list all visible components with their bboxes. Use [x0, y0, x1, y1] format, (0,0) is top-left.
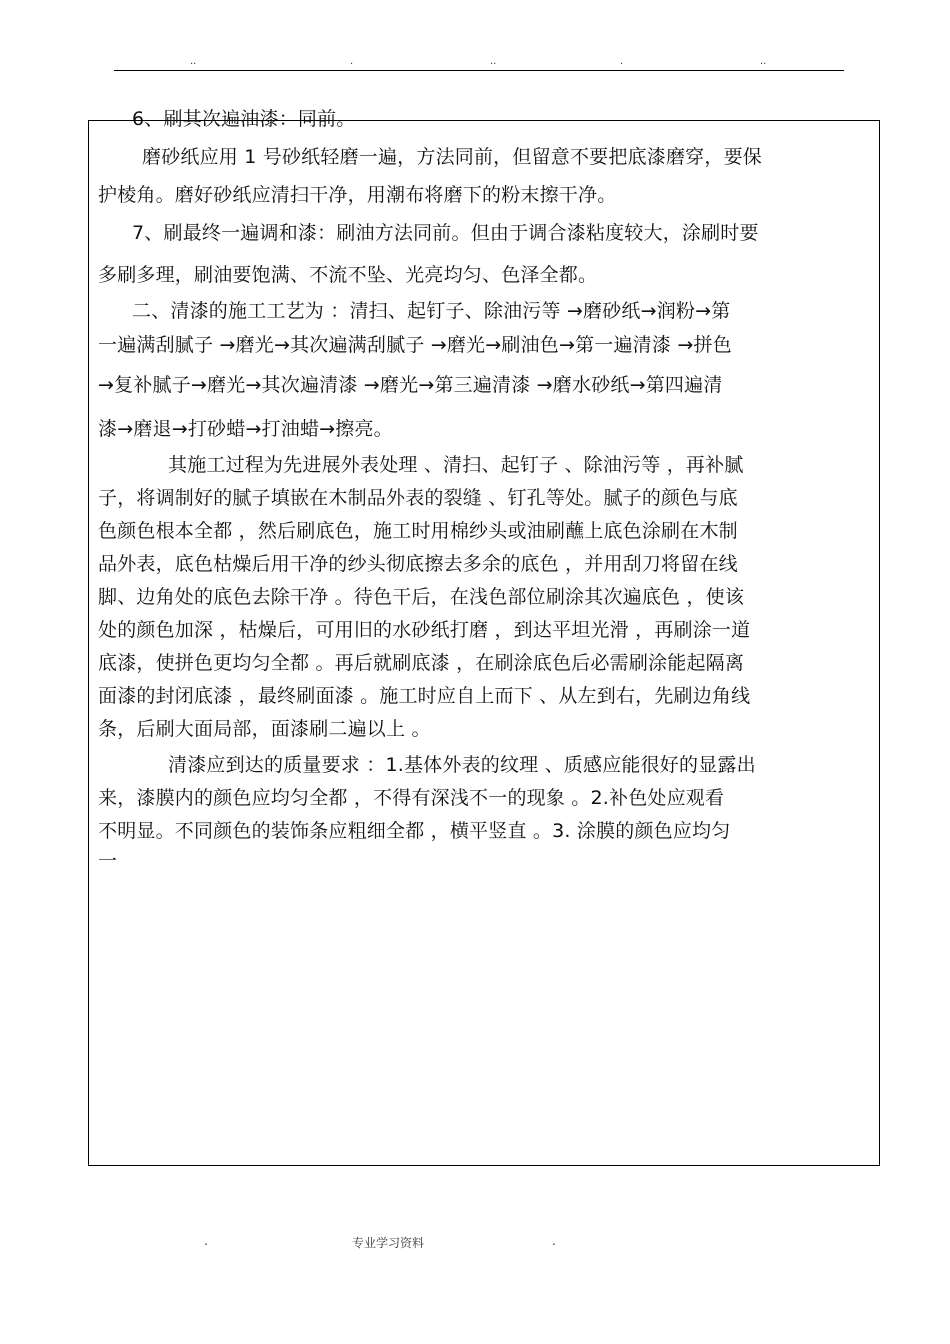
footer-mark-right: .: [552, 1234, 556, 1248]
paragraph-line: 子，将调制好的腻子填嵌在木制品外表的裂缝 、钉孔等处。腻子的颜色与底: [98, 487, 738, 509]
paragraph-line: 漆→磨退→打砂蜡→打油蜡→擦亮。: [98, 418, 393, 440]
footer-label: 专业学习资料: [352, 1236, 425, 1250]
footer-mark-left: .: [204, 1234, 208, 1248]
paragraph-line: 色颜色根本全都 ，然后刷底色，施工时用棉纱头或油刷蘸上底色涂刷在木制: [98, 520, 738, 542]
paragraph-line: 磨砂纸应用 1 号砂纸轻磨一遍，方法同前，但留意不要把底漆磨穿，要保: [142, 146, 762, 168]
header-mark: ..: [190, 56, 197, 67]
header-rule: [114, 70, 844, 71]
paragraph-line: 一: [98, 850, 118, 872]
paragraph-line: 7、刷最终一遍调和漆：刷油方法同前。但由于调合漆粘度较大，涂刷时要: [132, 222, 759, 244]
paragraph-line: 条，后刷大面局部，面漆刷二遍以上 。: [98, 718, 431, 740]
paragraph-line: 6、刷其次遍油漆：同前。: [132, 108, 356, 130]
header-mark: ..: [490, 56, 497, 67]
paragraph-line: →复补腻子→磨光→其次遍清漆 →磨光→第三遍清漆 →磨水砂纸→第四遍清: [98, 374, 723, 396]
paragraph-line: 护棱角。磨好砂纸应清扫干净，用潮布将磨下的粉末擦干净。: [98, 184, 617, 206]
paragraph-line: 清漆应到达的质量要求 ：1.基体外表的纹理 、质感应能很好的显露出: [168, 754, 756, 776]
paragraph-line: 其施工过程为先进展外表处理 、清扫、起钉子 、除油污等 ，再补腻: [168, 454, 744, 476]
paragraph-line: 处的颜色加深 ，枯燥后，可用旧的水砂纸打磨 ，到达平坦光滑 ，再刷涂一道: [98, 619, 751, 641]
paragraph-line: 多刷多理，刷油要饱满、不流不坠、光亮均匀、色泽全都。: [98, 264, 598, 286]
paragraph-line: 一遍满刮腻子 →磨光→其次遍满刮腻子 →磨光→刷油色→第一遍清漆 →拼色: [98, 334, 732, 356]
header-mark: .: [620, 56, 624, 67]
paragraph-line: 脚、边角处的底色去除干净 。待色干后，在浅色部位刷涂其次遍底色 ，使该: [98, 586, 745, 608]
page-header-marks: [114, 56, 844, 68]
paragraph-line: 品外表，底色枯燥后用干净的纱头彻底擦去多余的底色 ，并用刮刀将留在线: [98, 553, 738, 575]
header-mark: ..: [760, 56, 767, 67]
paragraph-line: 来，漆膜内的颜色应均匀全都 ，不得有深浅不一的现象 。2.补色处应观看: [98, 787, 725, 809]
paragraph-line: 面漆的封闭底漆 ，最终刷面漆 。施工时应自上而下 、从左到右，先刷边角线: [98, 685, 751, 707]
paragraph-line: 二、清漆的施工工艺为 ：清扫、起钉子、除油污等 →磨砂纸→润粉→第: [132, 300, 731, 322]
paragraph-line: 不明显。不同颜色的装饰条应粗细全都 ，横平竖直 。3. 涂膜的颜色应均匀: [98, 820, 731, 842]
paragraph-line: 底漆，使拼色更均匀全都 。再后就刷底漆 ，在刷涂底色后必需刷涂能起隔离: [98, 652, 745, 674]
header-mark: .: [350, 56, 354, 67]
